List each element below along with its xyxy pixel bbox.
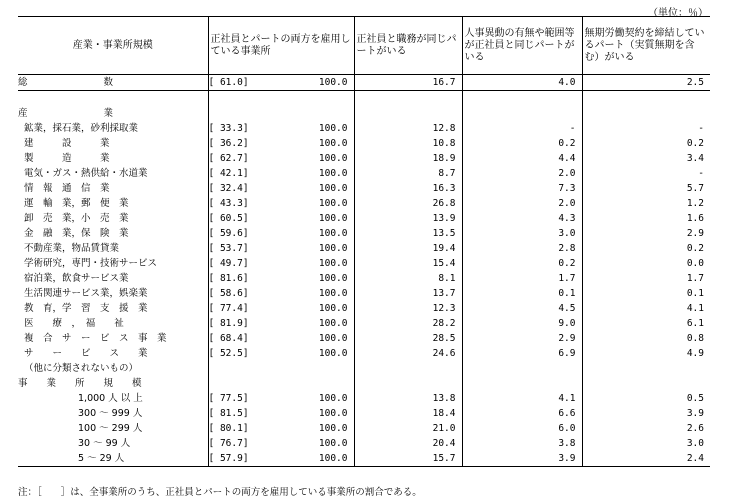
size-bracket: [ 57.9] <box>208 453 249 464</box>
industry-c1: 100.0 <box>318 243 348 254</box>
industry-c1: 100.0 <box>318 333 348 344</box>
industry-c1: 100.0 <box>318 138 348 149</box>
industry-c3: 2.8 <box>462 241 582 256</box>
industry-c2: 13.7 <box>354 286 462 301</box>
industry-c1: 100.0 <box>318 348 348 359</box>
industry-label: 情 報 通 信 業 <box>24 183 110 194</box>
industry-c1: 100.0 <box>318 168 348 179</box>
industry-row <box>18 301 710 316</box>
header-indefinite-contract: 無期労働契約を締結しているパート（実質無期を含む）がいる <box>582 17 710 75</box>
size-bracket: [ 77.5] <box>208 393 249 404</box>
size-c2: 15.7 <box>354 451 462 467</box>
industry-row <box>18 286 710 301</box>
industry-bracket: [ 68.4] <box>208 333 249 344</box>
size-bracket: [ 80.1] <box>208 423 249 434</box>
industry-label: サ ー ビ ス 業 <box>24 348 148 359</box>
header-same-transfer: 人事異動の有無や範囲等が正社員と同じパートがいる <box>462 17 582 75</box>
industry-bracket: [ 53.7] <box>208 243 249 254</box>
industry-c1: 100.0 <box>318 228 348 239</box>
industry-row <box>18 346 710 361</box>
industry-row <box>18 241 710 256</box>
size-label: 100 〜 299 人 <box>78 423 143 434</box>
industry-c3: 2.0 <box>462 196 582 211</box>
industry-c2: 24.6 <box>354 346 462 361</box>
total-c3: 4.0 <box>462 75 582 91</box>
size-bracket: [ 81.5] <box>208 408 249 419</box>
industry-c2: 19.4 <box>354 241 462 256</box>
industry-c1: 100.0 <box>318 273 348 284</box>
industry-bracket: [ 52.5] <box>208 348 249 359</box>
industry-c3: 2.9 <box>462 331 582 346</box>
industry-row <box>18 316 710 331</box>
size-c3: 6.0 <box>462 421 582 436</box>
industry-c2: 15.4 <box>354 256 462 271</box>
size-c4: 3.9 <box>582 406 710 421</box>
size-row <box>18 406 710 421</box>
industry-c1: 100.0 <box>318 123 348 134</box>
industry-row <box>18 211 710 226</box>
size-c2: 21.0 <box>354 421 462 436</box>
total-c2: 16.7 <box>354 75 462 91</box>
size-label: 30 〜 99 人 <box>78 438 131 449</box>
industry-bracket: [ 60.5] <box>208 213 249 224</box>
industry-c4: 1.6 <box>582 211 710 226</box>
industry-row <box>18 196 710 211</box>
industry-label: 教 育，学 習 支 援 業 <box>24 303 148 314</box>
industry-c3: 9.0 <box>462 316 582 331</box>
industry-c2: 8.7 <box>354 166 462 181</box>
industry-c4: 0.0 <box>582 256 710 271</box>
industry-row <box>18 136 710 151</box>
industry-c2: 12.3 <box>354 301 462 316</box>
industry-bracket: [ 49.7] <box>208 258 249 269</box>
header-same-duty: 正社員と職務が同じパートがいる <box>354 17 462 75</box>
size-row <box>18 451 710 467</box>
industry-c1: 100.0 <box>318 288 348 299</box>
industry-label: 宿泊業，飲食サービス業 <box>24 273 129 284</box>
size-label: 5 〜 29 人 <box>18 451 208 467</box>
industry-label: 生活関連サービス業，娯楽業 <box>24 288 148 299</box>
size-c3: 3.9 <box>462 451 582 467</box>
industry-c4: 0.8 <box>582 331 710 346</box>
industry-c1: 100.0 <box>318 153 348 164</box>
industry-row <box>18 256 710 271</box>
industry-c4: 0.1 <box>582 286 710 301</box>
industry-row <box>18 181 710 196</box>
industry-label: 運 輸 業，郵 便 業 <box>24 198 129 209</box>
industry-c4: 6.1 <box>582 316 710 331</box>
section-size-row-label: 事 業 所 規 模 <box>18 378 142 389</box>
industry-c1: 100.0 <box>318 258 348 269</box>
industry-label: 建 設 業 <box>24 138 110 149</box>
industry-c2: 13.9 <box>354 211 462 226</box>
industry-label: 製 造 業 <box>24 153 110 164</box>
industry-row <box>18 151 710 166</box>
industry-bracket: [ 43.3] <box>208 198 249 209</box>
industry-c3: 0.2 <box>462 136 582 151</box>
size-c1: 100.0 <box>318 408 348 419</box>
industry-tail-row <box>18 361 710 376</box>
industry-row <box>18 271 710 286</box>
industry-c2: 13.5 <box>354 226 462 241</box>
industry-label: 複 合 サ ー ビ ス 事 業 <box>24 333 167 344</box>
size-c4: 0.5 <box>582 391 710 406</box>
industry-c4: 2.9 <box>582 226 710 241</box>
industry-row <box>18 166 710 181</box>
size-c1: 100.0 <box>318 423 348 434</box>
industry-c2: 26.8 <box>354 196 462 211</box>
industry-c4: 1.7 <box>582 271 710 286</box>
industry-c3: 4.3 <box>462 211 582 226</box>
size-row <box>18 421 710 436</box>
industry-row <box>18 226 710 241</box>
section-industry-label: 産 業 <box>18 108 114 119</box>
industry-c2: 10.8 <box>354 136 462 151</box>
size-c4: 3.0 <box>582 436 710 451</box>
size-row <box>18 436 710 451</box>
industry-c3: 4.5 <box>462 301 582 316</box>
industry-label: 不動産業，物品賃貸業 <box>24 243 120 254</box>
industry-bracket: [ 32.4] <box>208 183 249 194</box>
size-c3: 6.6 <box>462 406 582 421</box>
industry-bracket: [ 36.2] <box>208 138 249 149</box>
size-c2: 18.4 <box>354 406 462 421</box>
industry-c1: 100.0 <box>318 213 348 224</box>
industry-bracket: [ 81.9] <box>208 318 249 329</box>
size-row <box>18 391 710 406</box>
industry-c4: 3.4 <box>582 151 710 166</box>
industry-c1: 100.0 <box>318 198 348 209</box>
industry-c3: 4.4 <box>462 151 582 166</box>
industry-label: 金 融 業，保 険 業 <box>24 228 129 239</box>
industry-c4: 1.2 <box>582 196 710 211</box>
industry-c3: 0.1 <box>462 286 582 301</box>
header-both-employed: 正社員とパートの両方を雇用している事業所 <box>208 17 354 75</box>
industry-row <box>18 121 710 136</box>
industry-label: 学術研究，専門・技術サービス <box>24 258 158 269</box>
industry-c3: 0.2 <box>462 256 582 271</box>
footnote: 注：［ ］は、全事業所のうち、正社員とパートの両方を雇用している事業所の割合である。 <box>18 487 422 498</box>
section-size-row <box>18 376 710 391</box>
industry-c3: 7.3 <box>462 181 582 196</box>
size-c4: 2.6 <box>582 421 710 436</box>
industry-bracket: [ 42.1] <box>208 168 249 179</box>
industry-c2: 28.2 <box>354 316 462 331</box>
industry-c4: 4.1 <box>582 301 710 316</box>
industry-label: 電気・ガス・熱供給・水道業 <box>24 168 148 179</box>
industry-c2: 18.9 <box>354 151 462 166</box>
industry-bracket: [ 62.7] <box>208 153 249 164</box>
industry-c4: - <box>582 121 710 136</box>
industry-c3: 2.0 <box>462 166 582 181</box>
industry-c2: 28.5 <box>354 331 462 346</box>
industry-label: 鉱業，採石業，砂利採取業 <box>24 123 139 134</box>
industry-c1: 100.0 <box>318 303 348 314</box>
header-industry-size: 産業・事業所規模 <box>18 17 208 75</box>
total-c1: 100.0 <box>318 77 348 88</box>
size-c4: 2.4 <box>582 451 710 467</box>
size-label: 300 〜 999 人 <box>78 408 143 419</box>
size-c2: 13.8 <box>354 391 462 406</box>
industry-c2: 12.8 <box>354 121 462 136</box>
industry-c2: 8.1 <box>354 271 462 286</box>
data-table <box>18 16 710 467</box>
industry-c4: 0.2 <box>582 136 710 151</box>
industry-tail-row-label: （他に分類されないもの） <box>24 363 139 374</box>
size-bracket: [ 76.7] <box>208 438 249 449</box>
size-c1: 100.0 <box>318 438 348 449</box>
industry-bracket: [ 33.3] <box>208 123 249 134</box>
industry-bracket: [ 77.4] <box>208 303 249 314</box>
industry-bracket: [ 58.6] <box>208 288 249 299</box>
industry-c4: 5.7 <box>582 181 710 196</box>
industry-c3: - <box>462 121 582 136</box>
industry-c1: 100.0 <box>318 183 348 194</box>
size-c3: 3.8 <box>462 436 582 451</box>
unit-label: （単位：％） <box>648 8 708 19</box>
spacer-row <box>18 91 710 107</box>
industry-bracket: [ 81.6] <box>208 273 249 284</box>
total-bracket: [ 61.0] <box>208 77 249 88</box>
section-industry-row <box>18 106 710 121</box>
industry-bracket: [ 59.6] <box>208 228 249 239</box>
industry-row <box>18 331 710 346</box>
total-label: 総 数 <box>18 75 208 91</box>
total-row <box>18 75 710 91</box>
size-c2: 20.4 <box>354 436 462 451</box>
industry-label: 医 療 ， 福 祉 <box>24 318 124 329</box>
industry-c4: 0.2 <box>582 241 710 256</box>
total-c4: 2.5 <box>582 75 710 91</box>
industry-c4: 4.9 <box>582 346 710 361</box>
size-c1: 100.0 <box>318 393 348 404</box>
industry-c3: 3.0 <box>462 226 582 241</box>
industry-c3: 1.7 <box>462 271 582 286</box>
industry-c3: 6.9 <box>462 346 582 361</box>
size-c1: 100.0 <box>318 453 348 464</box>
industry-c4: - <box>582 166 710 181</box>
size-c3: 4.1 <box>462 391 582 406</box>
industry-c1: 100.0 <box>318 318 348 329</box>
industry-label: 卸 売 業，小 売 業 <box>24 213 129 224</box>
industry-c2: 16.3 <box>354 181 462 196</box>
size-label: 1,000 人 以 上 <box>78 393 143 404</box>
